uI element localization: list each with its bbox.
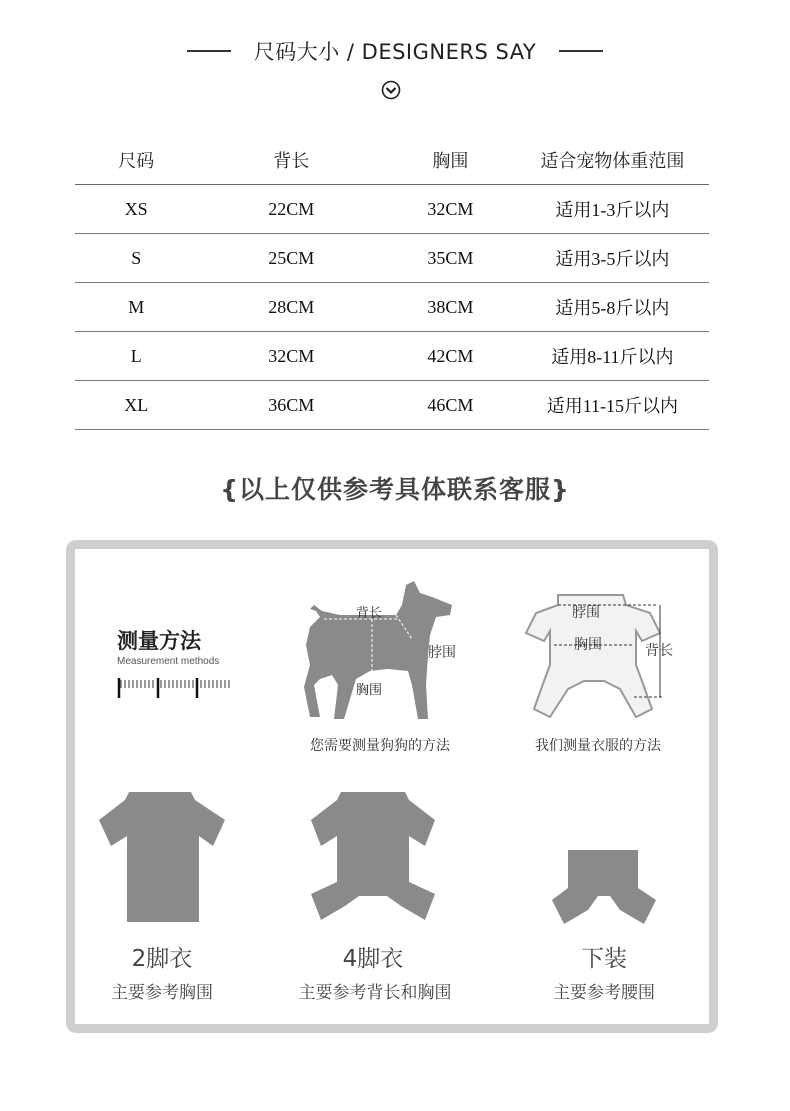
type-name: 2脚衣 (131, 946, 193, 972)
size-table (75, 136, 709, 430)
type-desc: 主要参考背长和胸围 (298, 983, 452, 1003)
cell-weight-range: 适用1-3斤以内 (516, 185, 709, 234)
table-row (75, 185, 709, 234)
col-header-back-length: 背长 (197, 136, 385, 185)
four-leg-suit-icon (305, 790, 441, 924)
col-header-weight-range: 适合宠物体重范围 (516, 136, 709, 185)
measure-title: 测量方法 (117, 629, 201, 653)
measure-subtitle: Measurement methods (117, 656, 220, 667)
dog-back-label: 背长 (356, 606, 383, 621)
col-header-chest: 胸围 (385, 136, 516, 185)
type-name: 下装 (581, 946, 627, 972)
cell-back-length: 32CM (197, 332, 385, 381)
table-row (75, 332, 709, 381)
section-header (0, 36, 790, 66)
cell-weight-range: 适用11-15斤以内 (516, 381, 709, 430)
cell-weight-range: 适用5-8斤以内 (516, 283, 709, 332)
cell-size: M (75, 283, 197, 332)
chevron-down-circle-icon (381, 80, 401, 100)
dog-measurement-diagram (300, 575, 470, 725)
cell-chest: 32CM (385, 185, 516, 234)
cell-chest: 38CM (385, 283, 516, 332)
header-right-rule (559, 50, 603, 52)
table-row (75, 283, 709, 332)
clothes-caption: 我们测量衣服的方法 (535, 738, 661, 754)
header-left-rule (187, 50, 231, 52)
type-name: 4脚衣 (342, 946, 404, 972)
cell-chest: 42CM (385, 332, 516, 381)
cell-back-length: 22CM (197, 185, 385, 234)
cell-size: XS (75, 185, 197, 234)
reference-note: {以上仅供参考具体联系客服} (220, 475, 570, 504)
table-row (75, 234, 709, 283)
dog-caption: 您需要测量狗狗的方法 (310, 738, 450, 754)
clothes-chest-label: 胸围 (574, 637, 602, 653)
clothes-back-label: 背长 (645, 643, 673, 659)
col-header-size: 尺码 (75, 136, 197, 185)
cell-weight-range: 适用3-5斤以内 (516, 234, 709, 283)
type-desc: 主要参考胸围 (111, 983, 213, 1003)
header-title: 尺码大小 / DESIGNERS SAY (253, 40, 537, 64)
clothes-measurement-diagram (518, 585, 688, 725)
cell-back-length: 36CM (197, 381, 385, 430)
two-leg-shirt-icon (95, 790, 229, 924)
clothes-neck-label: 脖围 (572, 605, 600, 621)
cell-chest: 35CM (385, 234, 516, 283)
type-desc: 主要参考腰围 (553, 983, 655, 1003)
dog-neck-label: 脖围 (428, 645, 456, 661)
cell-back-length: 25CM (197, 234, 385, 283)
cell-size: L (75, 332, 197, 381)
cell-chest: 46CM (385, 381, 516, 430)
table-header-row (75, 136, 709, 185)
dog-chest-label: 胸围 (356, 683, 383, 698)
cell-back-length: 28CM (197, 283, 385, 332)
ruler-icon (117, 676, 235, 700)
cell-size: S (75, 234, 197, 283)
pants-icon (548, 848, 660, 926)
cell-size: XL (75, 381, 197, 430)
cell-weight-range: 适用8-11斤以内 (516, 332, 709, 381)
table-row (75, 381, 709, 430)
